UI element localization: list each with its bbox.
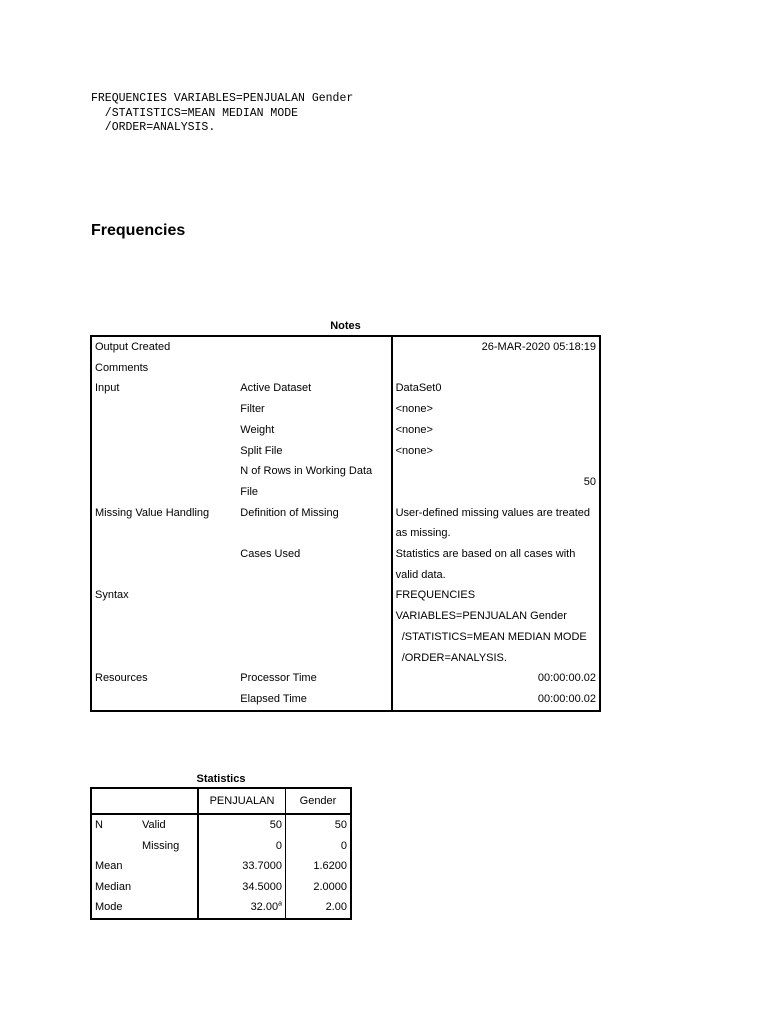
table-row	[91, 378, 600, 399]
notes-label: Comments	[95, 361, 149, 374]
table-row	[91, 648, 600, 669]
cell-value: 2.0000	[313, 880, 347, 893]
notes-value: 00:00:00.02	[537, 672, 596, 685]
syntax-line: FREQUENCIES VARIABLES=PENJUALAN Gender	[91, 92, 354, 105]
cell-value: 50	[334, 819, 347, 831]
cell-value	[198, 897, 286, 919]
table-row	[91, 877, 351, 898]
table-row	[91, 420, 600, 441]
notes-label: Resources	[95, 672, 148, 685]
table-row	[91, 358, 600, 379]
table-row	[91, 336, 600, 358]
table-row	[91, 606, 600, 627]
cell-value: 2.00	[325, 901, 347, 913]
notes-label: Input	[95, 382, 120, 395]
notes-value: VARIABLES=PENJUALAN Gender	[395, 610, 567, 623]
table-header-row	[91, 788, 351, 814]
table-row	[91, 627, 600, 648]
syntax-line: /STATISTICS=MEAN MEDIAN MODE	[91, 106, 299, 120]
notes-sublabel: File	[237, 482, 391, 503]
statistics-caption: Statistics	[196, 773, 246, 785]
table-row	[91, 399, 600, 420]
notes-label: Output Created	[95, 341, 171, 353]
footnote-marker: a	[278, 900, 282, 908]
notes-sublabel: Weight	[237, 420, 391, 441]
table-row	[91, 856, 351, 877]
notes-sublabel: Definition of Missing	[237, 503, 391, 524]
table-row	[91, 897, 351, 919]
row-sublabel: Valid	[139, 814, 198, 836]
notes-value: 00:00:00.02	[537, 692, 596, 705]
table-row	[91, 689, 600, 711]
column-header: Gender	[286, 788, 352, 814]
notes-label: Missing Value Handling	[95, 506, 210, 519]
notes-sublabel: Filter	[237, 399, 391, 420]
table-row	[91, 461, 600, 482]
row-sublabel: Missing	[139, 836, 198, 857]
notes-value: User-defined missing values are treated	[395, 506, 591, 519]
table-row	[91, 668, 600, 689]
cell-value: 0	[340, 839, 347, 852]
cell-value: 1.6200	[313, 860, 347, 872]
table-row	[91, 814, 351, 836]
notes-value: <none>	[395, 423, 433, 436]
table-row	[91, 565, 600, 586]
notes-caption: Notes	[330, 320, 361, 332]
notes-sublabel: Cases Used	[237, 544, 391, 565]
table-row	[91, 836, 351, 857]
notes-sublabel: Elapsed Time	[237, 689, 391, 711]
notes-value: FREQUENCIES	[395, 589, 476, 602]
column-header: PENJUALAN	[198, 788, 286, 814]
notes-sublabel: Processor Time	[237, 668, 391, 689]
notes-value: <none>	[395, 403, 433, 416]
row-label: N	[95, 819, 103, 831]
notes-value: 50	[583, 475, 596, 488]
table-row	[91, 503, 600, 524]
notes-value: /STATISTICS=MEAN MEDIAN MODE	[395, 630, 587, 643]
table-row	[91, 544, 600, 565]
notes-label: Syntax	[95, 589, 129, 602]
cell-value: 34.5000	[198, 877, 286, 898]
mode-value: 32.00	[250, 901, 279, 913]
row-label: Mode	[91, 897, 198, 919]
notes-table	[90, 335, 601, 712]
row-label: Median	[91, 877, 198, 898]
table-row	[91, 585, 600, 606]
row-label: Mean	[91, 856, 198, 877]
syntax-line: /ORDER=ANALYSIS.	[91, 121, 216, 134]
notes-value: /ORDER=ANALYSIS.	[395, 651, 507, 664]
notes-value: <none>	[395, 444, 433, 457]
notes-sublabel: Split File	[237, 441, 391, 462]
notes-value: Statistics are based on all cases with	[395, 548, 576, 561]
statistics-table	[90, 787, 352, 920]
table-row	[91, 441, 600, 462]
notes-value: DataSet0	[395, 382, 442, 395]
section-title: Frequencies	[91, 222, 186, 239]
notes-value: as missing.	[395, 527, 451, 540]
table-row	[91, 523, 600, 544]
cell-value: 33.7000	[198, 856, 286, 877]
notes-sublabel: Active Dataset	[237, 378, 391, 399]
notes-sublabel: N of Rows in Working Data	[237, 461, 391, 482]
notes-value: valid data.	[395, 568, 446, 581]
syntax-block	[91, 92, 353, 136]
cell-value: 0	[198, 836, 286, 857]
notes-value: 26-MAR-2020 05:18:19	[481, 341, 596, 353]
cell-value: 50	[198, 814, 286, 836]
